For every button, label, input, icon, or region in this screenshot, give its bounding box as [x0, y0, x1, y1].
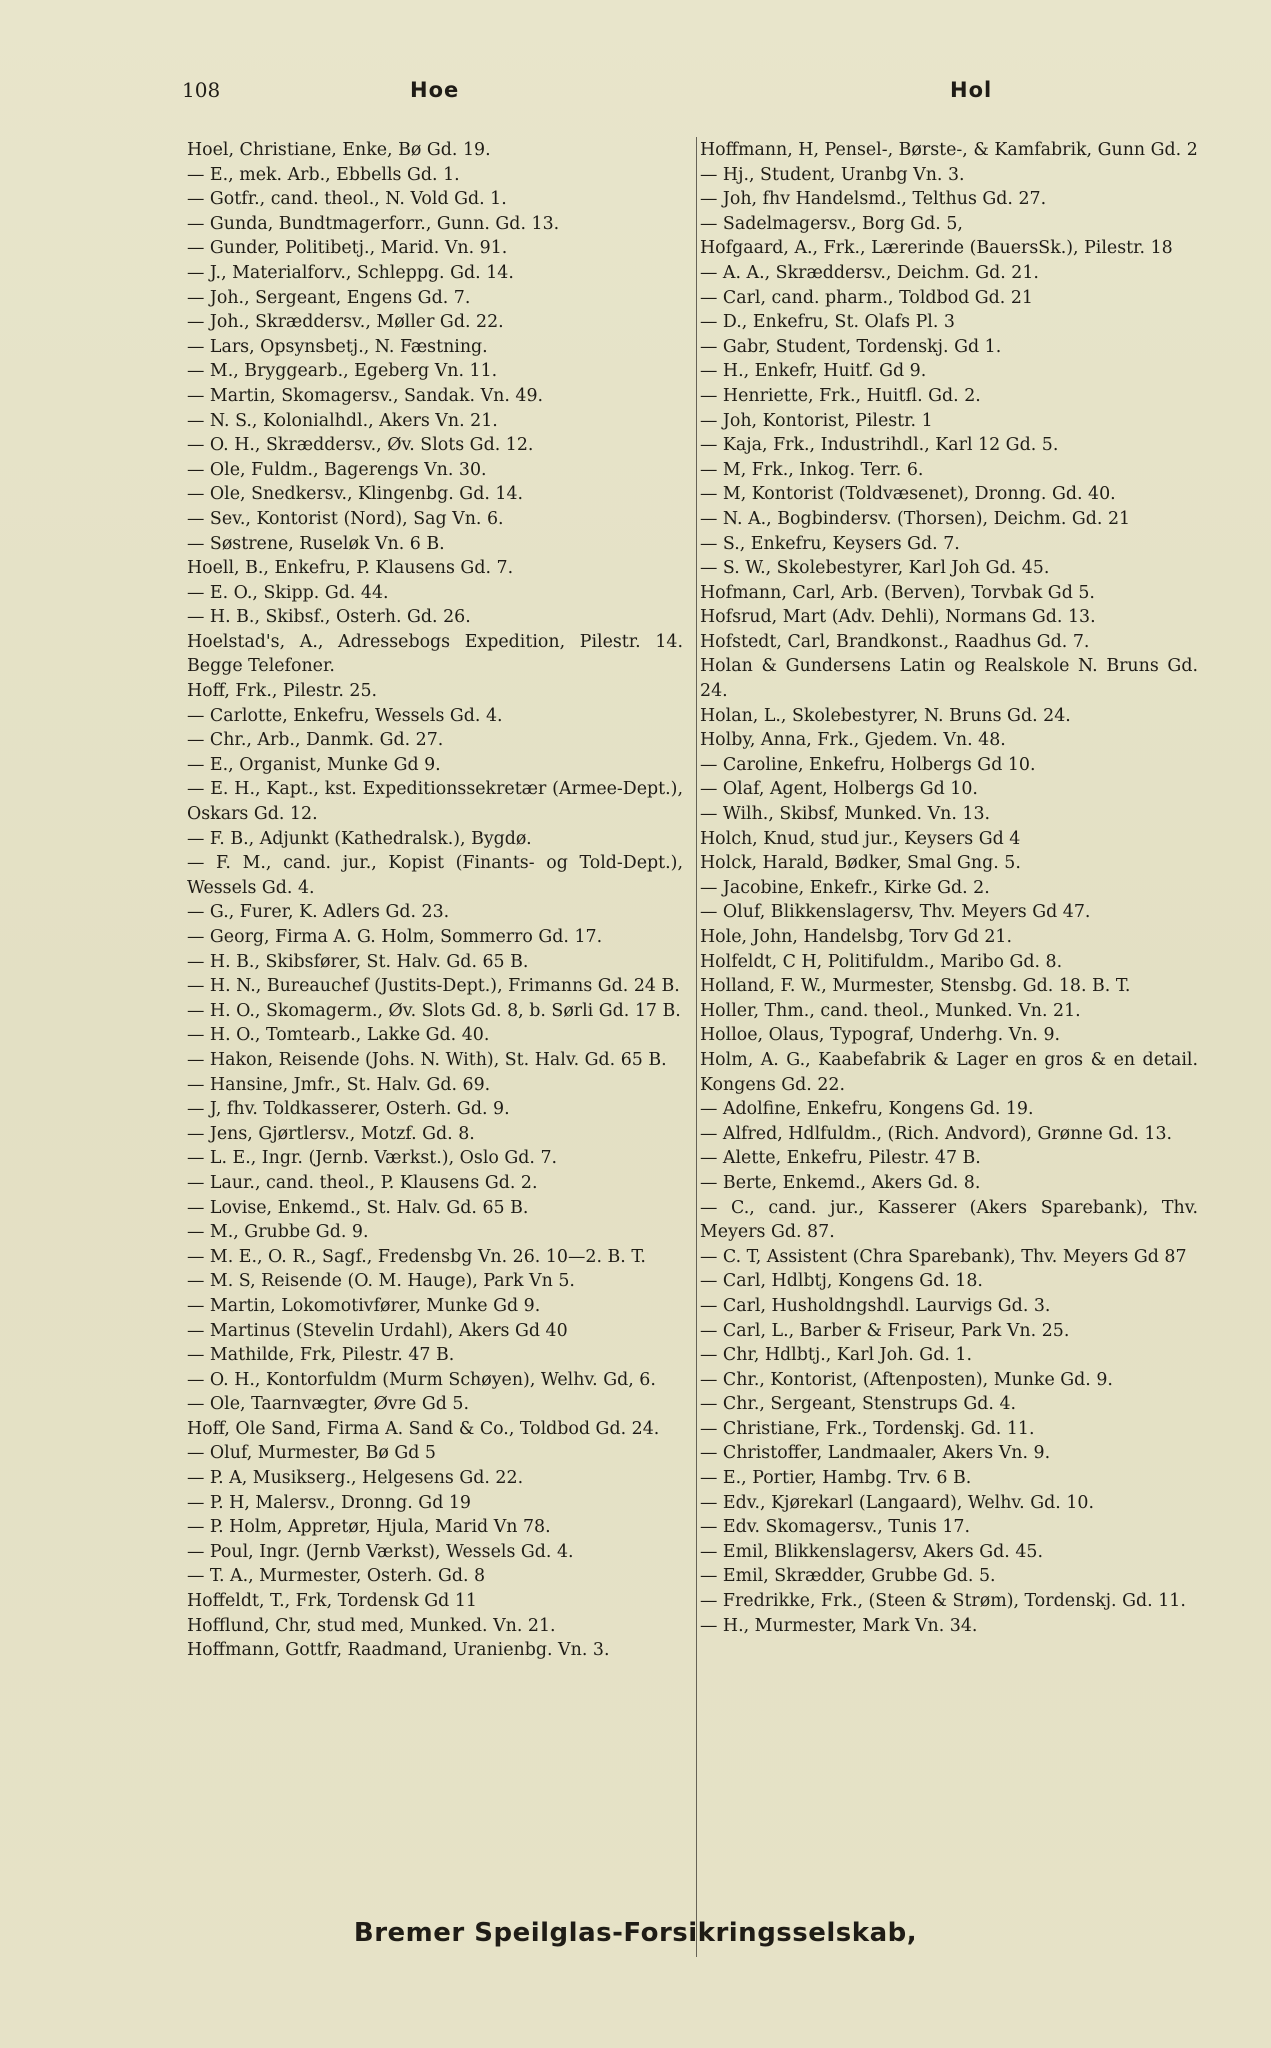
directory-entry: — Hakon, Reisende (Johs. N. With), St. Halv. Gd. 65 B. [187, 1049, 667, 1070]
directory-entry: — Edv. Skomagersv., Tunis 17. [700, 1517, 971, 1538]
directory-entry: — Hansine, Jmfr., St. Halv. Gd. 69. [187, 1074, 491, 1095]
directory-entry: — E. H., Kapt., kst. Expeditionssekretær (Armee-Dept.), Oskars Gd. 12. [187, 779, 683, 825]
directory-entry: — Joh., Sergeant, Engens Gd. 7. [187, 287, 471, 308]
directory-entry: — Sev., Kontorist (Nord), Sag Vn. 6. [187, 508, 504, 529]
directory-entry: — Chr., Kontorist, (Aftenposten), Munke Gd. 9. [700, 1369, 1113, 1390]
directory-entry: — Chr., Arb., Danmk. Gd. 27. [187, 730, 444, 751]
directory-entry: — Olaf, Agent, Holbergs Gd 10. [700, 779, 978, 800]
directory-entry: — C., cand. jur., Kasserer (Akers Sparebank), Thv. Meyers Gd. 87. [700, 1197, 1198, 1243]
directory-entry: — Oluf, Blikkenslagersv, Thv. Meyers Gd 47. [700, 902, 1091, 923]
directory-entry: Hoffeldt, T., Frk, Tordensk Gd 11 [187, 1591, 477, 1612]
directory-entry: — N. A., Bogbindersv. (Thorsen), Deichm. Gd. 21 [700, 508, 1131, 529]
directory-entry: — Alette, Enkefru, Pilestr. 47 B. [700, 1148, 981, 1169]
directory-entry: — M, Kontorist (Toldvæsenet), Dronng. Gd. 40. [700, 484, 1116, 505]
directory-entry: — Oluf, Murmester, Bø Gd 5 [187, 1443, 436, 1464]
directory-entry: Hoel, Christiane, Enke, Bø Gd. 19. [187, 140, 491, 160]
directory-entry: — Georg, Firma A. G. Holm, Sommerro Gd. 17. [187, 927, 603, 947]
directory-entry: — E., Organist, Munke Gd 9. [187, 754, 441, 775]
directory-entry: — E., mek. Arb., Ebbells Gd. 1. [187, 164, 460, 185]
directory-entry: Holck, Harald, Bødker, Smal Gng. 5. [700, 853, 1021, 874]
directory-entry: Hofflund, Chr, stud med, Munked. Vn. 21. [187, 1615, 556, 1636]
directory-entry: Hoelstad's, A., Adressebogs Expedition, Pilestr. 14. Begge Telefoner. [187, 631, 683, 677]
column-divider [696, 137, 697, 1957]
directory-entry: — Kaja, Frk., Industrihdl., Karl 12 Gd. 5. [700, 435, 1059, 456]
directory-entry: — M., Grubbe Gd. 9. [187, 1222, 369, 1243]
directory-entry: — Emil, Blikkenslagersv, Akers Gd. 45. [700, 1541, 1043, 1562]
directory-entry: — H. O., Skomagerm., Øv. Slots Gd. 8, b. Sørli Gd. 17 B. [187, 1000, 681, 1021]
directory-entry: — Joh, fhv Handelsmd., Telthus Gd. 27. [700, 189, 1047, 210]
left-column [187, 138, 683, 1663]
page-number: 108 [182, 78, 221, 102]
directory-entry: — M. E., O. R., Sagf., Fredensbg Vn. 26. 10—2. B. T. [187, 1246, 646, 1267]
directory-entry: Hoffmann, Gottfr, Raadmand, Uranienbg. Vn. 3. [187, 1640, 610, 1661]
directory-entry: — Jacobine, Enkefr., Kirke Gd. 2. [700, 877, 990, 898]
directory-entry: Holloe, Olaus, Typograf, Underhg. Vn. 9. [700, 1025, 1061, 1046]
directory-entry: — E., Portier, Hambg. Trv. 6 B. [700, 1468, 972, 1489]
directory-entry: — S., Enkefru, Keysers Gd. 7. [700, 533, 960, 554]
directory-entry: — T. A., Murmester, Osterh. Gd. 8 [187, 1566, 486, 1587]
directory-entry: — H., Enkefr, Huitf. Gd 9. [700, 361, 927, 382]
directory-entry: — Edv., Kjørekarl (Langaard), Welhv. Gd. 10. [700, 1492, 1094, 1513]
directory-entry: — M. S, Reisende (O. M. Hauge), Park Vn 5. [187, 1271, 575, 1292]
directory-entry: — C. T, Assistent (Chra Sparebank), Thv. Meyers Gd 87 [700, 1246, 1187, 1267]
directory-entry: — Wilh., Skibsf, Munked. Vn. 13. [700, 804, 991, 825]
directory-entry: — Hj., Student, Uranbg Vn. 3. [700, 164, 965, 185]
directory-entry: — P. A, Musikserg., Helgesens Gd. 22. [187, 1468, 524, 1489]
directory-entry: — Martinus (Stevelin Urdahl), Akers Gd 40 [187, 1320, 568, 1341]
directory-entry: — O. H., Skræddersv., Øv. Slots Gd. 12. [187, 435, 534, 456]
directory-entry: — Caroline, Enkefru, Holbergs Gd 10. [700, 754, 1036, 775]
directory-entry: — Adolfine, Enkefru, Kongens Gd. 19. [700, 1099, 1034, 1120]
directory-entry: — Alfred, Hdlfuldm., (Rich. Andvord), Grønne Gd. 13. [700, 1123, 1173, 1144]
directory-entry: — Martin, Lokomotivfører, Munke Gd 9. [187, 1295, 541, 1316]
directory-entry: Hoff, Frk., Pilestr. 25. [187, 681, 378, 702]
directory-entry: Hole, John, Handelsbg, Torv Gd 21. [700, 927, 1013, 947]
directory-entry: — Emil, Skrædder, Grubbe Gd. 5. [700, 1566, 996, 1587]
directory-entry: — Gunder, Politibetj., Marid. Vn. 91. [187, 238, 508, 259]
directory-entry: — Laur., cand. theol., P. Klausens Gd. 2. [187, 1172, 538, 1193]
directory-entry: — J, fhv. Toldkasserer, Osterh. Gd. 9. [187, 1099, 510, 1120]
directory-entry: — H. O., Tomtearb., Lakke Gd. 40. [187, 1025, 490, 1046]
directory-entry: — F. B., Adjunkt (Kathedralsk.), Bygdø. [187, 828, 532, 849]
directory-entry: — Mathilde, Frk, Pilestr. 47 B. [187, 1345, 455, 1366]
directory-entry: — Martin, Skomagersv., Sandak. Vn. 49. [187, 385, 544, 406]
page-header [0, 78, 1271, 118]
directory-entry: — Sadelmagersv., Borg Gd. 5, [700, 213, 963, 234]
directory-entry: — Gotfr., cand. theol., N. Vold Gd. 1. [187, 189, 507, 210]
directory-entry: Holan & Gundersens Latin og Realskole N. Bruns Gd. 24. [700, 656, 1198, 702]
directory-entry: — Jens, Gjørtlersv., Motzf. Gd. 8. [187, 1123, 475, 1144]
directory-entry: — S. W., Skolebestyrer, Karl Joh Gd. 45. [700, 558, 1050, 579]
directory-entry: Holfeldt, C H, Politifuldm., Maribo Gd. 8. [700, 951, 1063, 972]
directory-entry: — F. M., cand. jur., Kopist (Finants- og Told-Dept.), Wessels Gd. 4. [187, 853, 683, 898]
directory-entry: — Joh, Kontorist, Pilestr. 1 [700, 410, 933, 431]
directory-entry: Holan, L., Skolebestyrer, N. Bruns Gd. 24. [700, 705, 1071, 726]
directory-entry: — Carl, L., Barber & Friseur, Park Vn. 25. [700, 1320, 1070, 1341]
directory-entry: Holm, A. G., Kaabefabrik & Lager en gros & en detail. Kongens Gd. 22. [700, 1049, 1198, 1095]
directory-entry: — Henriette, Frk., Huitfl. Gd. 2. [700, 385, 981, 406]
directory-entry: — P. Holm, Appretør, Hjula, Marid Vn 78. [187, 1517, 551, 1538]
directory-entry: Hofgaard, A., Frk., Lærerinde (BauersSk.), Pilestr. 18 [700, 238, 1173, 259]
directory-entry: — Berte, Enkemd., Akers Gd. 8. [700, 1172, 981, 1193]
directory-entry: Holler, Thm., cand. theol., Munked. Vn. 21. [700, 1000, 1081, 1021]
directory-entry: — Lovise, Enkemd., St. Halv. Gd. 65 B. [187, 1197, 529, 1218]
directory-entry: Holby, Anna, Frk., Gjedem. Vn. 48. [700, 730, 1006, 751]
directory-entry: — N. S., Kolonialhdl., Akers Vn. 21. [187, 410, 498, 431]
directory-entry: — Carlotte, Enkefru, Wessels Gd. 4. [187, 705, 503, 726]
directory-entry: — Gunda, Bundtmagerforr., Gunn. Gd. 13. [187, 213, 560, 234]
directory-entry: — H. N., Bureauchef (Justits-Dept.), Frimanns Gd. 24 B. [187, 976, 680, 997]
directory-entry: — Poul, Ingr. (Jernb Værkst), Wessels Gd. 4. [187, 1541, 574, 1562]
directory-entry: Hofstedt, Carl, Brandkonst., Raadhus Gd. 7. [700, 631, 1090, 652]
directory-entry: — Ole, Taarnvægter, Øvre Gd 5. [187, 1394, 469, 1415]
directory-entry: Holland, F. W., Murmester, Stensbg. Gd. 18. B. T. [700, 976, 1131, 997]
directory-entry: Hoffmann, H, Pensel-, Børste-, & Kamfabrik, Gunn Gd. 2 [700, 140, 1198, 160]
directory-entry: — Carl, Husholdngshdl. Laurvigs Gd. 3. [700, 1295, 1051, 1316]
directory-entry: — Christiane, Frk., Tordenskj. Gd. 11. [700, 1418, 1035, 1439]
directory-entry: Hoell, B., Enkefru, P. Klausens Gd. 7. [187, 558, 514, 579]
directory-entry: — P. H, Malersv., Dronng. Gd 19 [187, 1492, 471, 1513]
directory-entry: — Carl, Hdlbtj, Kongens Gd. 18. [700, 1271, 983, 1292]
directory-entry: — E. O., Skipp. Gd. 44. [187, 582, 389, 603]
directory-entry: — J., Materialforv., Schleppg. Gd. 14. [187, 262, 514, 283]
directory-entry: — Carl, cand. pharm., Toldbod Gd. 21 [700, 287, 1033, 308]
directory-entry: — A. A., Skræddersv., Deichm. Gd. 21. [700, 262, 1039, 283]
directory-entry: — L. E., Ingr. (Jernb. Værkst.), Oslo Gd. 7. [187, 1148, 558, 1169]
directory-entry: — Chr., Sergeant, Stenstrups Gd. 4. [700, 1394, 1017, 1415]
directory-entry: — M., Bryggearb., Egeberg Vn. 11. [187, 361, 498, 382]
directory-entry: — G., Furer, K. Adlers Gd. 23. [187, 902, 450, 923]
directory-entry: — Lars, Opsynsbetj., N. Fæstning. [187, 336, 488, 357]
running-head-left: Hoe [410, 78, 460, 102]
directory-entry: — H., Murmester, Mark Vn. 34. [700, 1615, 978, 1636]
directory-entry: — Gabr, Student, Tordenskj. Gd 1. [700, 336, 1002, 357]
directory-entry: — D., Enkefru, St. Olafs Pl. 3 [700, 312, 955, 333]
directory-entry: Hofsrud, Mart (Adv. Dehli), Normans Gd. 13. [700, 607, 1096, 628]
footer-advertisement: Bremer Speilglas-Forsikringsselskab, [353, 1918, 918, 1948]
directory-entry: Hofmann, Carl, Arb. (Berven), Torvbak Gd 5. [700, 582, 1095, 603]
directory-entry: — H. B., Skibsf., Osterh. Gd. 26. [187, 607, 471, 628]
directory-entry: — Chr, Hdlbtj., Karl Joh. Gd. 1. [700, 1345, 972, 1366]
directory-entry: — Ole, Snedkersv., Klingenbg. Gd. 14. [187, 484, 524, 505]
directory-entry: — Fredrikke, Frk., (Steen & Strøm), Tordenskj. Gd. 11. [700, 1591, 1186, 1612]
directory-entry: — H. B., Skibsfører, St. Halv. Gd. 65 B. [187, 951, 529, 972]
directory-entry: — O. H., Kontorfuldm (Murm Schøyen), Welhv. Gd, 6. [187, 1369, 656, 1390]
directory-entry: — M, Frk., Inkog. Terr. 6. [700, 459, 924, 480]
right-column [700, 138, 1198, 1638]
directory-entry: — Ole, Fuldm., Bagerengs Vn. 30. [187, 459, 487, 480]
directory-entry: — Søstrene, Ruseløk Vn. 6 B. [187, 533, 445, 554]
directory-entry: — Christoffer, Landmaaler, Akers Vn. 9. [700, 1443, 1051, 1464]
directory-entry: — Joh., Skræddersv., Møller Gd. 22. [187, 312, 504, 333]
running-head-right: Hol [950, 78, 993, 102]
directory-entry: Holch, Knud, stud jur., Keysers Gd 4 [700, 828, 1021, 849]
directory-entry: Hoff, Ole Sand, Firma A. Sand & Co., Toldbod Gd. 24. [187, 1418, 660, 1439]
